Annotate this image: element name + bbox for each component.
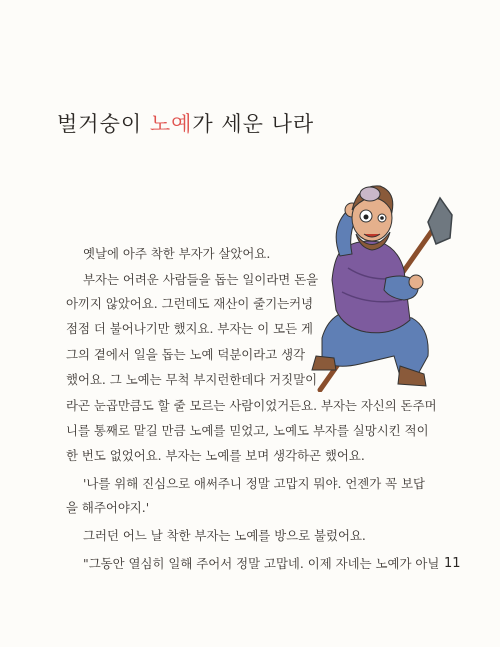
title-part-2: 가 세운 나라 [192,112,315,136]
text-line: 한 번도 없었어요. 부자는 노예를 보며 생각하곤 했어요. [66,448,365,463]
page-number: 11 [444,556,461,571]
text-line: '나를 위해 진심으로 애써주니 정말 고맙지 뭐야. 언젠가 꼭 보답 [83,476,426,491]
shovel-blade [428,198,452,244]
text-line: 그의 곁에서 일을 돕는 노예 덕분이라고 생각 [66,347,306,362]
text-line: 아끼지 않았어요. 그런데도 재산이 줄기는커녕 [66,296,314,311]
pupil [364,215,369,220]
slave-with-shovel-illustration [300,160,460,392]
hand [409,275,423,289]
pupil [380,216,384,220]
title-accent-word: 노예 [149,112,193,136]
text-line: 부자는 어려운 사람들을 돕는 일이라면 돈을 [83,272,319,287]
text-line: 옛날에 아주 착한 부자가 살았어요. [83,246,271,261]
forehead-bump [360,187,380,201]
text-line: 했어요. 그 노예는 무척 부지런한데다 거짓말이 [66,372,318,387]
text-line: 니를 통째로 맡길 만큼 노예를 믿었고, 노예도 부자를 실망시킨 적이 [66,423,429,438]
foot [312,356,336,370]
title-part-1: 벌거숭이 [57,112,150,136]
text-line: "그동안 열심히 일해 주어서 정말 고맙네. 이제 자네는 노예가 아닐 [83,556,440,571]
text-line: 점점 더 불어나기만 했지요. 부자는 이 모든 게 [66,321,313,336]
text-line: 라곤 눈곱만큼도 할 줄 모르는 사람이었거든요. 부자는 자신의 돈주머 [66,398,437,413]
text-line: 을 해주어야지.' [66,500,150,515]
text-line: 그러던 어느 날 착한 부자는 노예를 방으로 불렀어요. [83,528,366,543]
